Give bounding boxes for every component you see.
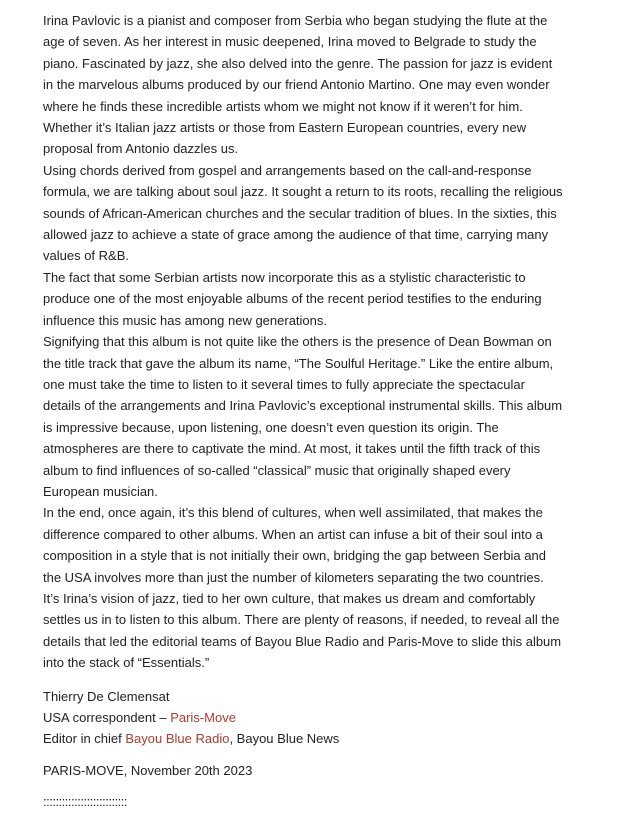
dateline: PARIS-MOVE, November 20th 2023 (43, 762, 253, 778)
bayou-blue-radio-link[interactable]: Bayou Blue Radio (125, 731, 230, 747)
paragraph: The fact that some Serbian artists now incorporate this as a stylistic characteristic to produce one of the most enjoyable albums of the recent period testifies to the enduring influence this music has among new generations. (43, 269, 542, 328)
author-name: Thierry De Clemensat (43, 688, 170, 704)
editor-prefix: Editor in chief (43, 731, 126, 747)
paris-move-link[interactable]: Paris-Move (170, 710, 236, 725)
separator: ::::::::::::::::::::::::::: (43, 794, 128, 810)
author-role (43, 707, 563, 728)
signature-block (43, 686, 563, 750)
paragraph: In the end, once again, it’s this blend of cultures, when well assimilated, that makes the difference compared to other albums. When an artist can infuse a bit of their soul into a composition in a style that is not initially their own, bridging the gap between Serbia and the USA involves more than just the number of kilometers separating the two countries. It’s Irina’s vision of jazz, tied to her own culture, that makes us dream and comfortably settles us in to listen to this album. There are plenty of reasons, if needed, to reveal all the details that led the editorial teams of Bayou Blue Radio and Paris-Move to slide this album into the stack of “Essentials.” (43, 505, 562, 671)
editor-line (43, 728, 563, 749)
editor-suffix: , Bayou Blue News (229, 731, 340, 747)
paragraph: Irina Pavlovic is a pianist and composer from Serbia who began studying the flute at the age of seven. As her interest in music deepened, Irina moved to Belgrade to study the piano. Fascinated by jazz, she also delved into the genre. The passion for jazz is evident in the marvelous albums produced by our friend Antonio Martino. One may even wonder where he finds these incredible artists whom we might not know if it weren’t for him. Whether it’s Italian jazz artists or those from Eastern European countries, every new proposal from Antonio dazzles us. (43, 13, 553, 157)
role-prefix: USA correspondent – (43, 710, 171, 725)
paragraph: Signifying that this album is not quite like the others is the presence of Dean Bowman on the title track that gave the album its name, “The Soulful Heritage.” Like the entire album, one must take the time to listen to it several times to fully appreciate the spectacular details of the arrangements and Irina Pavlovic’s exceptional instrumental skills. This album is impressive because, upon listening, one doesn’t even question its origin. The atmospheres are there to captivate the mind. At most, it takes until the fifth track of this album to find influences of so-called “classical” music that originally shaped every European musician. (43, 334, 563, 499)
paragraph: Using chords derived from gospel and arrangements based on the call-and-response formula, we are talking about soul jazz. It sought a return to its roots, recalling the religious sounds of African-American churches and the secular tradition of blues. In the sixties, this allowed jazz to achieve a state of grace among the audience of that time, carrying many values of R&B. (43, 162, 563, 264)
article-body (43, 10, 563, 813)
